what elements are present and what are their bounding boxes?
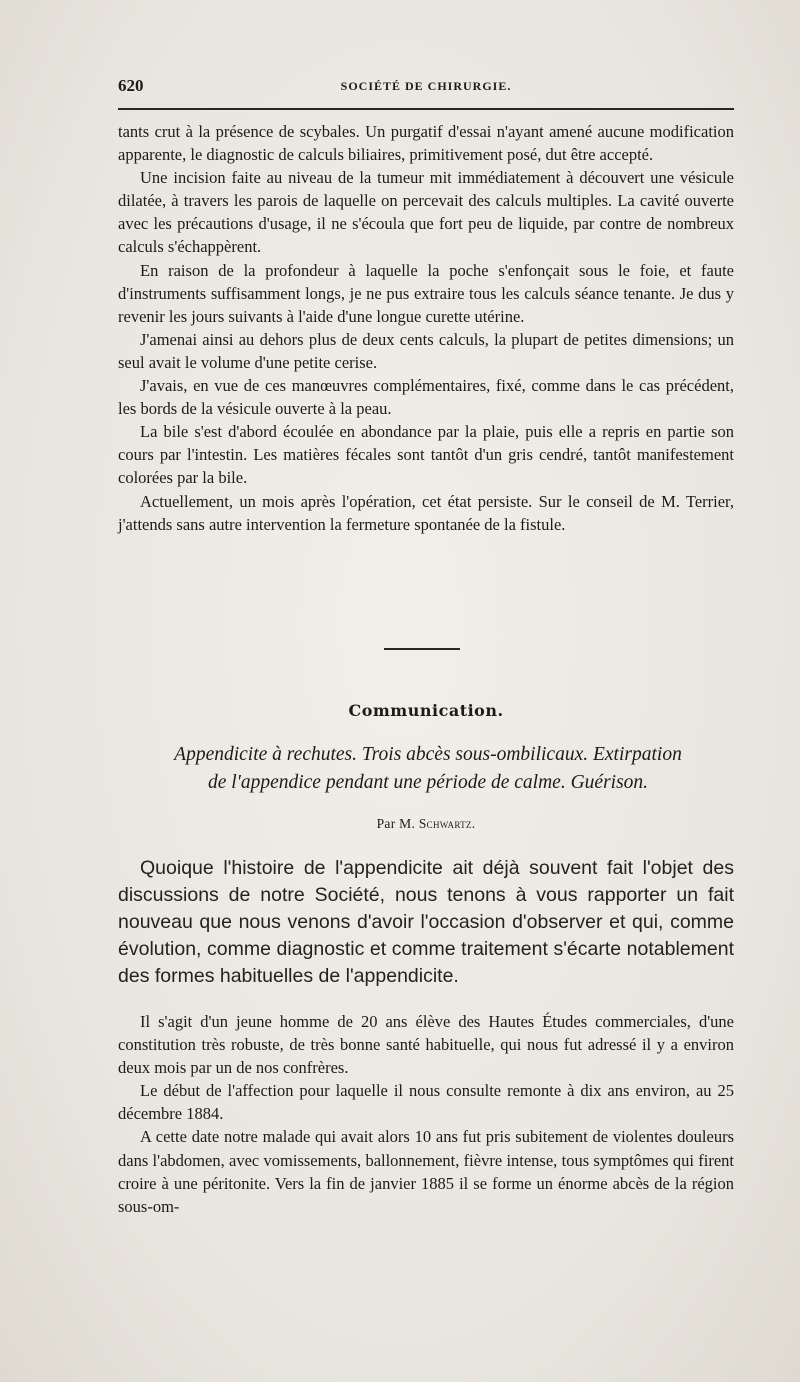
section-1-text <box>118 120 734 536</box>
author-name: Schwartz. <box>418 816 476 831</box>
page-header <box>118 76 734 100</box>
paragraph: A cette date notre malade qui avait alors 10 ans fut pris subitement de violentes douleurs dans l'abdomen, avec vomissements, ballonnement, fièvre intense, tous symptômes qui firent croire à une péritonite. Vers la fin de janvier 1885 il se forme un énorme abcès de la région sous-om- <box>118 1127 734 1216</box>
running-head: SOCIÉTÉ DE CHIRURGIE. <box>340 79 512 93</box>
lead-paragraph: Quoique l'histoire de l'appendicite ait déjà souvent fait l'objet des discussions de notre Société, nous tenons à vous rapporter un fait nouveau que nous venons d'avoir l'occasion d'observer et qui, comme évolution, comme diagnostic et comme traitement s'écarte notablement des formes habituelles de l'appendicite. <box>118 857 734 987</box>
paragraph: La bile s'est d'abord écoulée en abondance par la plaie, puis elle a repris en partie son cours par l'intestin. Les matières fécales sont tantôt d'un gris cendré, tantôt manifestement colorées par la bile. <box>118 422 734 488</box>
paragraph: Il s'agit d'un jeune homme de 20 ans élève des Hautes Études commerciales, d'une constitution très robuste, de très bonne santé habituelle, qui nous fut adressé il y a environ deux mois par un de nos confrères. <box>118 1012 734 1078</box>
author-prefix: Par M. <box>376 816 416 831</box>
section-heading: Communication. <box>348 701 504 720</box>
paragraph: J'amenai ainsi au dehors plus de deux cents calculs, la plupart de petites dimensions; un seul avait le volume d'une petite cerise. <box>118 329 734 372</box>
paragraph: Actuellement, un mois après l'opération, cet état persiste. Sur le conseil de M. Terrier, j'attends sans autre intervention la fermeture spontanée de la fistule. <box>118 491 734 534</box>
paragraph: Une incision faite au niveau de la tumeur mit immédiatement à découvert une vésicule dilatée, à travers les parois de laquelle on percevait des calculs multiples. La cavité ouverte avec les précautions d'usage, il ne s'écoula que fort peu de liquide, par contre de nombreux calculs s'échappèrent. <box>118 168 734 257</box>
paragraph: tants crut à la présence de scybales. Un purgatif d'essai n'ayant amené aucune modification apparente, le diagnostic de calculs biliaires, primitivement posé, dut être accepté. <box>118 122 734 165</box>
article-title-line: de l'appendice pendant une période de calme. Guérison. <box>207 772 649 793</box>
author-line <box>118 816 734 832</box>
header-rule <box>118 108 734 110</box>
section-divider <box>384 648 460 650</box>
paragraph: Le début de l'affection pour laquelle il nous consulte remonte à dix ans environ, au 25 décembre 1884. <box>118 1081 734 1124</box>
paragraph: J'avais, en vue de ces manœuvres complémentaires, fixé, comme dans le cas précédent, les bords de la vésicule ouverte à la peau. <box>118 376 734 419</box>
article-title <box>118 741 738 797</box>
paragraph: En raison de la profondeur à laquelle la poche s'enfonçait sous le foie, et faute d'instruments suffisamment longs, je ne pus extraire tous les calculs séance tenante. Je dus y revenir les jours suivants à l'aide d'une longue curette utérine. <box>118 260 734 326</box>
page-number: 620 <box>118 76 144 95</box>
article-title-line: Appendicite à rechutes. Trois abcès sous-ombilicaux. Extirpation <box>174 744 682 765</box>
section-2-text <box>118 1010 734 1218</box>
